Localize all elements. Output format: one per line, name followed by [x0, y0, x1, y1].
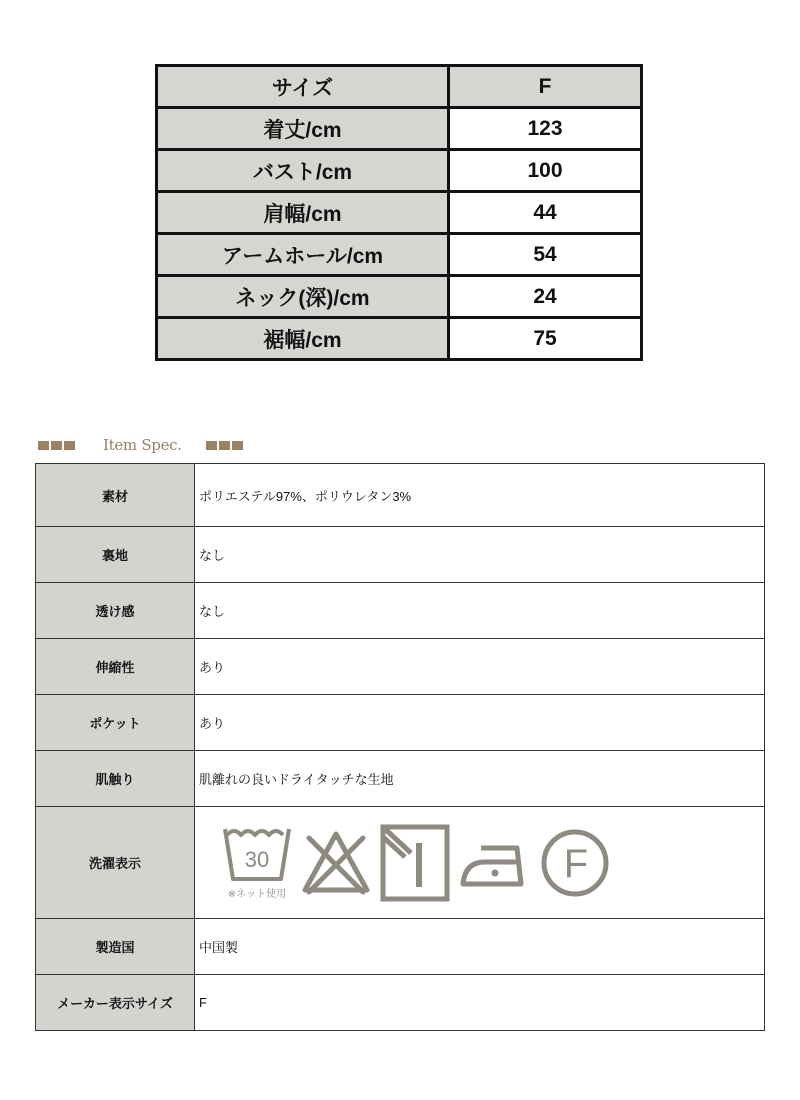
spec-heading — [38, 435, 243, 455]
spec-row — [36, 695, 765, 751]
size-row-label: 着丈/cm — [157, 108, 449, 150]
no-bleach-icon — [301, 828, 371, 898]
heading-squares-left — [38, 441, 75, 450]
size-row-label: アームホール/cm — [157, 234, 449, 276]
size-row-value: 44 — [449, 192, 642, 234]
spec-row-label: ポケット — [36, 695, 195, 751]
spec-row-care — [36, 807, 765, 919]
size-row — [157, 192, 642, 234]
spec-row-value: あり — [195, 695, 765, 751]
line-dry-shade-icon — [379, 823, 451, 903]
spec-row-label: メーカー表示サイズ — [36, 975, 195, 1031]
spec-row — [36, 583, 765, 639]
spec-row-value: あり — [195, 639, 765, 695]
spec-row-label: 裏地 — [36, 527, 195, 583]
spec-row — [36, 919, 765, 975]
size-row-value: 54 — [449, 234, 642, 276]
size-row — [157, 234, 642, 276]
spec-row-label: 製造国 — [36, 919, 195, 975]
size-row — [157, 150, 642, 192]
spec-row-value: 肌離れの良いドライタッチな生地 — [195, 751, 765, 807]
size-row-label: 肩幅/cm — [157, 192, 449, 234]
size-row-label: バスト/cm — [157, 150, 449, 192]
spec-row-label: 素材 — [36, 464, 195, 527]
wash-temp: 30 — [244, 846, 270, 872]
spec-row-value: ポリエステル97%、ポリウレタン3% — [195, 464, 765, 527]
spec-row-label: 伸縮性 — [36, 639, 195, 695]
spec-row-value: F — [195, 975, 765, 1031]
spec-title: Item Spec. — [103, 436, 182, 454]
size-row — [157, 318, 642, 360]
spec-row — [36, 639, 765, 695]
size-row-value: 75 — [449, 318, 642, 360]
spec-row-label: 透け感 — [36, 583, 195, 639]
spec-row — [36, 464, 765, 527]
heading-squares-right — [206, 441, 243, 450]
spec-row — [36, 975, 765, 1031]
spec-row — [36, 751, 765, 807]
care-symbols — [195, 807, 765, 919]
spec-row-value: 中国製 — [195, 919, 765, 975]
spec-row-label: 洗濯表示 — [36, 807, 195, 919]
spec-table — [35, 463, 765, 1031]
size-header-value: F — [449, 66, 642, 108]
spec-row-value: なし — [195, 527, 765, 583]
svg-text:F: F — [563, 841, 589, 886]
size-row-label: ネック(深)/cm — [157, 276, 449, 318]
size-row-value: 123 — [449, 108, 642, 150]
size-row-label: 裾幅/cm — [157, 318, 449, 360]
size-row — [157, 276, 642, 318]
iron-low-icon — [459, 828, 531, 898]
spec-row-label: 肌触り — [36, 751, 195, 807]
size-row-value: 100 — [449, 150, 642, 192]
size-row-value: 24 — [449, 276, 642, 318]
size-table — [155, 64, 643, 361]
size-row — [157, 108, 642, 150]
size-header-label: サイズ — [157, 66, 449, 108]
wash-tub-30-icon — [223, 823, 293, 903]
dry-clean-f-icon — [539, 827, 611, 899]
spec-row — [36, 527, 765, 583]
wash-note: ※ネット使用 — [227, 888, 287, 900]
size-table-header-row — [157, 66, 642, 108]
spec-row-value: なし — [195, 583, 765, 639]
